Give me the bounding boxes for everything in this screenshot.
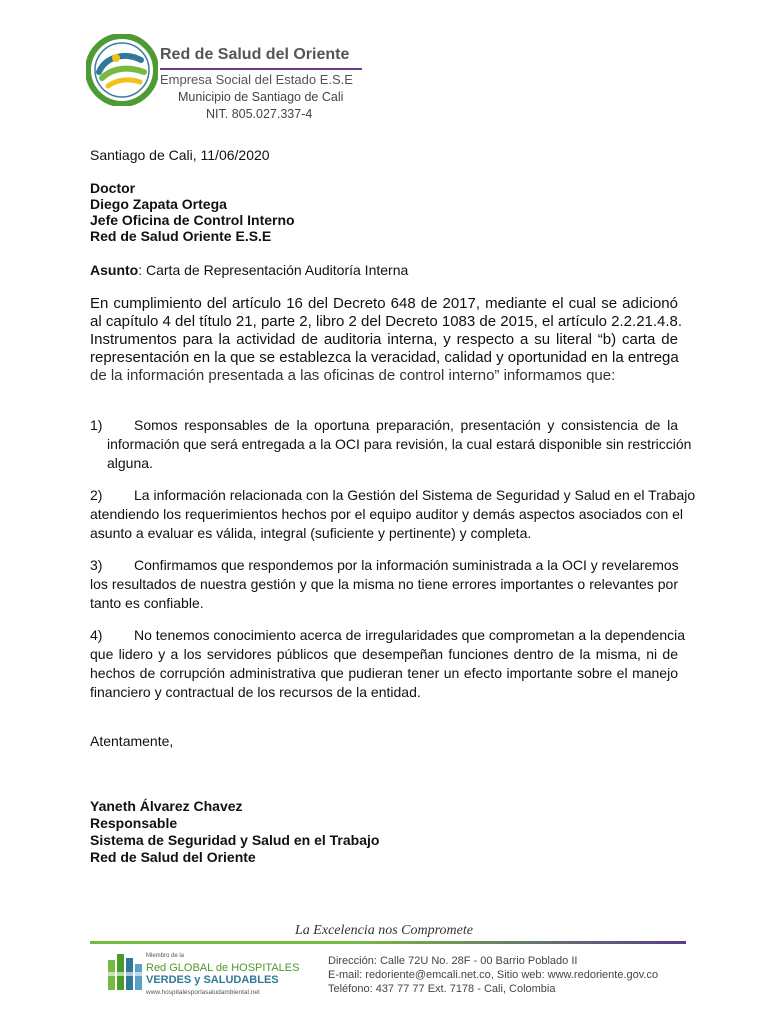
network-url[interactable]: www.hospitalesporlasaludambiental.net [146,989,260,996]
list-item-3-line: tanto es confiable. [90,595,204,611]
subject-label: Asunto [90,262,139,278]
subject-line [90,262,408,278]
footer-slogan: La Excelencia nos Compromete [295,923,473,938]
list-item-4-line: 4) No tenemos conocimiento acerca de irregularidades que comprometan a la dependencia [90,627,685,643]
green-hospitals-network-logo [108,952,142,992]
list-item-1-line: 1) Somos responsables de la oportuna preparación, presentación y consistencia de la [90,417,678,433]
header-divider [160,68,362,70]
list-item-2-line: atendiendo los requerimientos hechos por el equipo auditor y demás aspectos asociados con el [90,506,684,522]
list-item-2-line: 2) La información relacionada con la Gestión del Sistema de Seguridad y Salud en el Trabajo [90,487,696,503]
organization-municipality: Municipio de Santiago de Cali [178,90,344,104]
signer-name: Yaneth Álvarez Chavez [90,798,243,814]
intro-line: de la información presentada a las oficinas de control interno” informamos que: [90,367,616,384]
signer-role: Responsable [90,815,178,831]
recipient-title: Doctor [90,180,136,196]
list-item-1-line: alguna. [107,455,153,471]
list-item-number: 3) [90,557,103,573]
recipient-organization: Red de Salud Oriente E.S.E [90,228,272,244]
intro-line: Instrumentos para la actividad de auditoria interna, y respecto a su literal “b) carta de [90,331,678,348]
organization-name: Red de Salud del Oriente [160,46,350,63]
list-item-4-line: que lidero y a los servidores públicos que desempeñan funciones dentro de la misma, ni de [90,646,678,662]
organization-nit: NIT. 805.027.337-4 [206,107,313,121]
list-item-number: 2) [90,487,103,503]
signer-unit: Sistema de Seguridad y Salud en el Trabajo [90,832,380,848]
list-item-number: 1) [90,417,103,433]
footer-address: Dirección: Calle 72U No. 28F - 00 Barrio Poblado II [328,955,578,967]
organization-logo [86,34,158,106]
list-item-1-line: información que será entregada a la OCI para revisión, la cual estará disponible sin restricción [107,436,692,452]
footer-phone: Teléfono: 437 77 77 Ext. 7178 - Cali, Colombia [328,983,556,995]
list-item-2-line: asunto a evaluar es válida, integral (suficiente y pertinente) y completa. [90,525,532,541]
network-name-line2: VERDES y SALUDABLES [146,974,279,986]
list-item-number: 4) [90,627,103,643]
recipient-position: Jefe Oficina de Control Interno [90,212,295,228]
footer-divider [90,941,686,944]
intro-line: al capítulo 4 del título 21, parte 2, libro 2 del Decreto 1083 de 2015, el artículo 2.2.21.4.8. [90,313,683,330]
list-item-3-line: los resultados de nuestra gestión y que la misma no tiene errores importantes o relevantes por [90,576,678,592]
list-item-4-line: financiero y contractual de los recursos de la entidad. [90,684,421,700]
subject-text: : Carta de Representación Auditoría Interna [138,262,409,278]
intro-line: En cumplimiento del artículo 16 del Decreto 648 de 2017, mediante el cual se adicionó [90,295,678,312]
recipient-name: Diego Zapata Ortega [90,196,227,212]
place-date: Santiago de Cali, 11/06/2020 [90,147,270,163]
list-item-4-line: hechos de corrupción administrativa que pudieran tener un efecto importante sobre el manejo [90,665,678,681]
network-name-line1: Red GLOBAL de HOSPITALES [146,962,300,974]
organization-type: Empresa Social del Estado E.S.E [160,72,353,87]
network-member-label: Miembro de la [146,953,185,959]
footer-email-web[interactable]: E-mail: redoriente@emcali.net.co, Sitio web: www.redoriente.gov.co [328,969,659,981]
closing: Atentamente, [90,733,174,749]
list-item-3-line: 3) Confirmamos que respondemos por la información suministrada a la OCI y revelaremos [90,557,679,573]
signer-organization: Red de Salud del Oriente [90,849,256,865]
intro-line: representación en la que se establezca la veracidad, calidad y oportunidad en la entrega [90,349,679,366]
